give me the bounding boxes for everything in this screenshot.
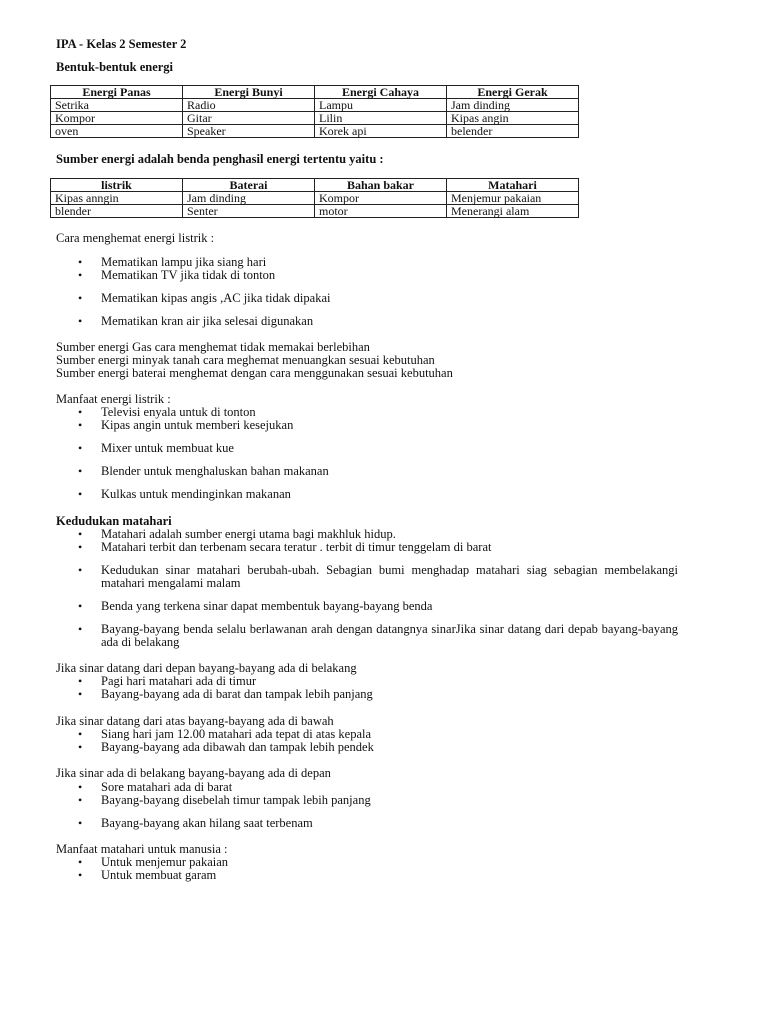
sumber-line: Sumber energi Gas cara menghemat tidak memakai berlebihan [56, 340, 370, 354]
list-item: • Mematikan kipas angis ,AC jika tidak dipakai [78, 291, 331, 305]
section-title-bentuk-energi: Bentuk-bentuk energi [56, 60, 174, 74]
table-header-row [51, 179, 579, 192]
table-bentuk-energi [50, 85, 579, 138]
list-item: • Kedudukan sinar matahari berubah-ubah. Sebagian bumi menghadap matahari siag sebagian membelakangi matahari mengalami malam [78, 563, 678, 590]
bullet-icon: • [78, 405, 83, 419]
bullet-icon: • [78, 793, 83, 807]
list-item: • Untuk membuat garam [78, 868, 217, 882]
table-header-cell: Baterai [183, 179, 315, 192]
table-cell: Gitar [183, 112, 315, 125]
table-header-cell: listrik [51, 179, 183, 192]
list-item: • Blender untuk menghaluskan bahan makanan [78, 464, 329, 478]
bullet-icon: • [78, 268, 83, 282]
bullet-icon: • [78, 441, 83, 455]
table-cell: Menjemur pakaian [447, 192, 579, 205]
bullet-icon: • [78, 527, 83, 541]
bullet-icon: • [78, 855, 83, 869]
bullet-icon: • [78, 418, 83, 432]
list-item: • Untuk menjemur pakaian [78, 855, 229, 869]
manfaat-intro: Manfaat energi listrik : [56, 392, 171, 406]
table-header-cell: Energi Panas [51, 86, 183, 99]
table-cell: Jam dinding [447, 99, 579, 112]
list-item: • Bayang-bayang disebelah timur tampak lebih panjang [78, 793, 371, 807]
list-item: • Matahari adalah sumber energi utama bagi makhluk hidup. [78, 527, 396, 541]
list-item: • Mematikan lampu jika siang hari [78, 255, 267, 269]
table-cell: oven [51, 125, 183, 138]
page-heading: IPA - Kelas 2 Semester 2 [56, 37, 187, 51]
atas-intro: Jika sinar datang dari atas bayang-bayang ada di bawah [56, 714, 334, 728]
bullet-icon: • [78, 563, 83, 577]
list-item: • Kipas angin untuk memberi kesejukan [78, 418, 294, 432]
table-sumber-energi [50, 178, 579, 218]
table-cell: Kipas angin [447, 112, 579, 125]
table-cell: Lilin [315, 112, 447, 125]
list-item: • Siang hari jam 12.00 matahari ada tepat di atas kepala [78, 727, 372, 741]
sumber-line: Sumber energi minyak tanah cara meghemat menuangkan sesuai kebutuhan [56, 353, 435, 367]
bullet-icon: • [78, 599, 83, 613]
table-cell: Setrika [51, 99, 183, 112]
hemat-intro: Cara menghemat energi listrik : [56, 231, 215, 245]
list-item: • Pagi hari matahari ada di timur [78, 674, 257, 688]
sumber-line: Sumber energi baterai menghemat dengan cara menggunakan sesuai kebutuhan [56, 366, 453, 380]
table-cell: Senter [183, 205, 315, 218]
bullet-icon: • [78, 868, 83, 882]
bullet-icon: • [78, 464, 83, 478]
bullet-icon: • [78, 291, 83, 305]
list-item: • Matahari terbit dan terbenam secara teratur . terbit di timur tenggelam di barat [78, 540, 492, 554]
list-item: • Televisi enyala untuk di tonton [78, 405, 256, 419]
depan-intro: Jika sinar datang dari depan bayang-bayang ada di belakang [56, 661, 357, 675]
bullet-icon: • [78, 487, 83, 501]
bullet-icon: • [78, 540, 83, 554]
manfaat-matahari-intro: Manfaat matahari untuk manusia : [56, 842, 228, 856]
bullet-icon: • [78, 727, 83, 741]
bullet-icon: • [78, 674, 83, 688]
list-item: • Sore matahari ada di barat [78, 780, 233, 794]
bullet-icon: • [78, 687, 83, 701]
table-cell: Lampu [315, 99, 447, 112]
table-row [51, 192, 579, 205]
table-cell: blender [51, 205, 183, 218]
list-item: • Mematikan kran air jika selesai digunakan [78, 314, 314, 328]
table-row [51, 125, 579, 138]
bullet-icon: • [78, 255, 83, 269]
table-cell: motor [315, 205, 447, 218]
list-item: • Bayang-bayang ada dibawah dan tampak lebih pendek [78, 740, 374, 754]
table-header-cell: Energi Cahaya [315, 86, 447, 99]
table-cell: belender [447, 125, 579, 138]
list-item: • Benda yang terkena sinar dapat membentuk bayang-bayang benda [78, 599, 433, 613]
table-row [51, 205, 579, 218]
bullet-icon: • [78, 314, 83, 328]
table-header-cell: Bahan bakar [315, 179, 447, 192]
table-cell: Menerangi alam [447, 205, 579, 218]
table-cell: Kompor [315, 192, 447, 205]
list-item: • Mixer untuk membuat kue [78, 441, 234, 455]
bullet-icon: • [78, 622, 83, 636]
section-title-kedudukan: Kedudukan matahari [56, 514, 172, 528]
table-cell: Radio [183, 99, 315, 112]
bullet-icon: • [78, 816, 83, 830]
list-item: • Bayang-bayang akan hilang saat terbenam [78, 816, 313, 830]
table-header-cell: Energi Bunyi [183, 86, 315, 99]
list-item: • Mematikan TV jika tidak di tonton [78, 268, 276, 282]
table-cell: Kipas anngin [51, 192, 183, 205]
belakang-intro: Jika sinar ada di belakang bayang-bayang ada di depan [56, 766, 331, 780]
table-row [51, 99, 579, 112]
table-cell: Jam dinding [183, 192, 315, 205]
table-row [51, 112, 579, 125]
bullet-icon: • [78, 780, 83, 794]
table-header-cell: Matahari [447, 179, 579, 192]
table-cell: Kompor [51, 112, 183, 125]
table-header-row [51, 86, 579, 99]
table-cell: Korek api [315, 125, 447, 138]
list-item: • Kulkas untuk mendinginkan makanan [78, 487, 291, 501]
list-item: • Bayang-bayang ada di barat dan tampak lebih panjang [78, 687, 373, 701]
section-title-sumber-energi: Sumber energi adalah benda penghasil energi tertentu yaitu : [56, 152, 384, 166]
bullet-icon: • [78, 740, 83, 754]
list-item: • Bayang-bayang benda selalu berlawanan arah dengan datangnya sinarJika sinar datang dari depab bayang-bayang ada di belakang [78, 622, 678, 649]
table-cell: Speaker [183, 125, 315, 138]
table-header-cell: Energi Gerak [447, 86, 579, 99]
